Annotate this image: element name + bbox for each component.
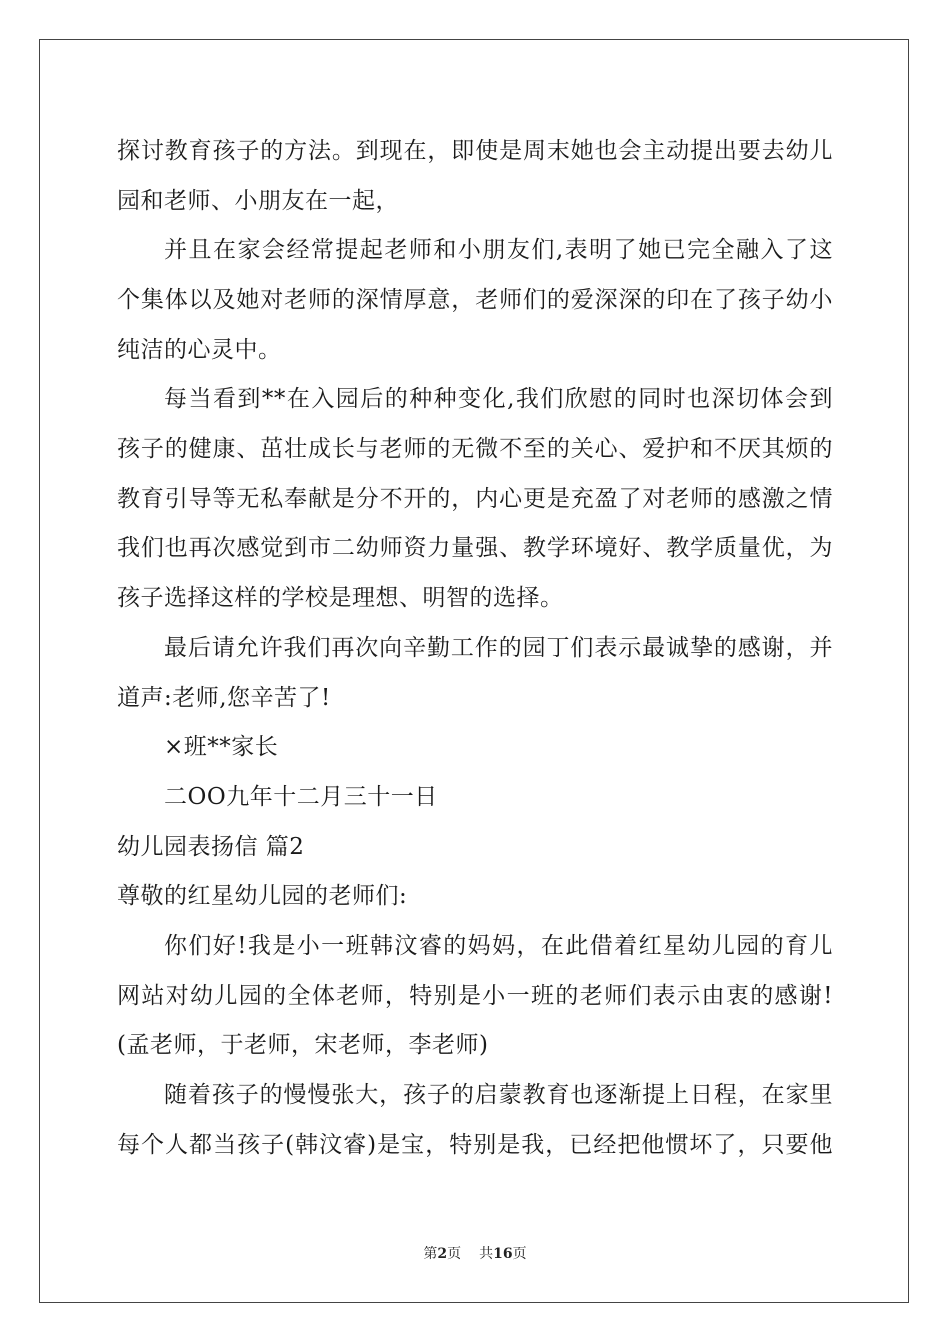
footer-total-pages: 16	[493, 1246, 513, 1262]
page-footer	[0, 1245, 950, 1263]
body-line-19: (孟老师，于老师，宋老师，李老师)	[117, 1032, 489, 1058]
body-line-3: 并且在家会经常提起老师和小朋友们,表明了她已完全融入了这	[164, 237, 833, 263]
body-line-20: 随着孩子的慢慢张大，孩子的启蒙教育也逐渐提上日程，在家里	[164, 1082, 833, 1108]
footer-total-prefix: 共	[479, 1246, 494, 1262]
body-line-7: 孩子的健康、茁壮成长与老师的无微不至的关心、爱护和不厌其烦的	[117, 436, 833, 462]
body-line-6: 每当看到**在入园后的种种变化,我们欣慰的同时也深切体会到	[164, 386, 833, 412]
body-line-10: 孩子选择这样的学校是理想、明智的选择。	[117, 585, 564, 611]
footer-page-suffix: 页	[447, 1246, 462, 1262]
salutation: 尊敬的红星幼儿园的老师们:	[117, 883, 408, 909]
footer-page-number: 2	[437, 1246, 448, 1262]
footer-total-suffix: 页	[512, 1246, 527, 1262]
body-line-11: 最后请允许我们再次向辛勤工作的园丁们表示最诚挚的感谢，并	[164, 635, 833, 661]
footer-page-prefix: 第	[423, 1246, 438, 1262]
body-line-18: 网站对幼儿园的全体老师，特别是小一班的老师们表示由衷的感谢!	[117, 983, 833, 1009]
section-heading: 幼儿园表扬信 篇2	[117, 834, 305, 860]
signature-line: ×班**家长	[164, 734, 279, 760]
body-line-17: 你们好!我是小一班韩汶睿的妈妈，在此借着红星幼儿园的育儿	[164, 933, 833, 959]
body-line-12: 道声:老师,您辛苦了!	[117, 685, 331, 711]
body-line-9: 我们也再次感觉到市二幼师资力量强、教学环境好、教学质量优，为	[117, 535, 833, 561]
body-line-5: 纯洁的心灵中。	[117, 337, 282, 363]
date-line: 二OO九年十二月三十一日	[164, 784, 438, 810]
body-line-4: 个集体以及她对老师的深情厚意，老师们的爱深深的印在了孩子幼小	[117, 287, 833, 313]
body-line-8: 教育引导等无私奉献是分不开的，内心更是充盈了对老师的感激之情	[117, 486, 833, 512]
body-line-21: 每个人都当孩子(韩汶睿)是宝，特别是我，已经把他惯坏了，只要他	[117, 1132, 833, 1158]
body-line-1: 探讨教育孩子的方法。到现在，即使是周末她也会主动提出要去幼儿	[117, 138, 833, 164]
body-line-2: 园和老师、小朋友在一起，	[117, 188, 399, 214]
page-border	[39, 39, 909, 1303]
